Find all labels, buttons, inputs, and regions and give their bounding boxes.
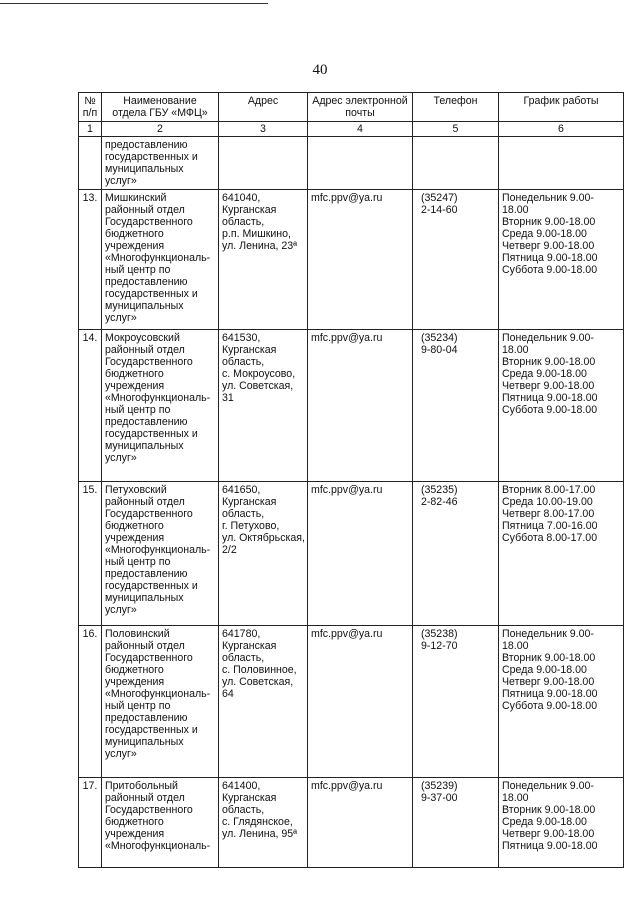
column-header	[219, 93, 308, 122]
name-line: ный центр по	[105, 264, 171, 276]
phone-line: (35238)	[421, 628, 458, 640]
schedule-line: Пятница 7.00-16.00	[502, 520, 598, 532]
name-line: бюджетного	[105, 520, 164, 532]
address-line: Курганская	[222, 496, 277, 508]
phone-line: (35234)	[421, 332, 458, 344]
address-cell	[219, 626, 308, 778]
schedule-line: Вторник 9.00-18.00	[502, 804, 596, 816]
name-line: бюджетного	[105, 816, 164, 828]
column-header	[102, 93, 219, 122]
column-number: 5	[413, 122, 499, 137]
schedule-line: 18.00	[502, 792, 529, 804]
name-line: предоставлению	[105, 712, 188, 724]
address-line: ул. Советская,	[222, 676, 294, 688]
schedule-line: Пятница 9.00-18.00	[502, 688, 598, 700]
name-line: предоставлению	[105, 416, 188, 428]
column-number: 3	[219, 122, 308, 137]
row-number: 14.	[79, 330, 102, 482]
schedule-line: Вторник 9.00-18.00	[502, 216, 596, 228]
name-line: Мишкинский	[105, 192, 167, 204]
name-line: государственных и	[105, 288, 198, 300]
empty-cell	[413, 137, 499, 190]
mfc-offices-table	[78, 92, 623, 868]
schedule-line: Суббота 9.00-18.00	[502, 404, 598, 416]
name-line: государственных и	[105, 724, 198, 736]
phone-line: (35235)	[421, 484, 458, 496]
name-line: предоставлению	[105, 139, 188, 151]
schedule-line: Среда 9.00-18.00	[502, 816, 587, 828]
schedule-line: Понедельник 9.00-	[502, 332, 594, 344]
phone-cell	[413, 190, 499, 330]
name-line: бюджетного	[105, 368, 164, 380]
schedule-cell	[499, 482, 624, 626]
column-number: 2	[102, 122, 219, 137]
table-row	[79, 626, 624, 778]
table-body	[79, 137, 624, 868]
name-line: государственных и	[105, 580, 198, 592]
name-line: предоставлению	[105, 276, 188, 288]
address-line: р.п. Мишкино,	[222, 228, 291, 240]
name-line: районный отдел	[105, 344, 185, 356]
schedule-line: 18.00	[502, 344, 529, 356]
name-line: муниципальных	[105, 592, 184, 604]
name-line: учреждения	[105, 380, 165, 392]
row-number: 16.	[79, 626, 102, 778]
address-line: 641040,	[222, 192, 261, 204]
schedule-line: 18.00	[502, 204, 529, 216]
phone-line: 9-37-00	[421, 792, 458, 804]
address-line: ул. Ленина, 23ª	[222, 240, 298, 252]
name-line: Государственного	[105, 508, 193, 520]
address-line: область,	[222, 356, 265, 368]
table-header	[79, 93, 624, 137]
name-line: услуг»	[105, 175, 137, 187]
office-name-cell	[102, 626, 219, 778]
column-header	[308, 93, 413, 122]
name-line: районный отдел	[105, 640, 185, 652]
address-line: 64	[222, 688, 234, 700]
continuation-row	[79, 137, 624, 190]
column-header-line: Наименование	[123, 95, 197, 107]
schedule-cell	[499, 626, 624, 778]
schedule-line: Среда 9.00-18.00	[502, 368, 587, 380]
address-line: с. Половинное,	[222, 664, 297, 676]
address-line: ул. Советская,	[222, 380, 294, 392]
column-header-line: Адрес электронной	[312, 95, 408, 107]
address-line: 31	[222, 392, 234, 404]
column-header	[499, 93, 624, 122]
name-line: Государственного	[105, 216, 193, 228]
schedule-line: Среда 9.00-18.00	[502, 664, 587, 676]
office-name-cell	[102, 190, 219, 330]
address-line: г. Петухово,	[222, 520, 280, 532]
table-row	[79, 482, 624, 626]
schedule-line: Суббота 9.00-18.00	[502, 264, 598, 276]
name-line: «Многофункциональ-	[105, 544, 211, 556]
header-row	[79, 93, 624, 122]
name-line: «Многофункциональ-	[105, 392, 211, 404]
column-header	[413, 93, 499, 122]
schedule-line: Четверг 8.00-17.00	[502, 508, 595, 520]
address-line: Курганская	[222, 344, 277, 356]
address-cell	[219, 330, 308, 482]
phone-cell	[413, 482, 499, 626]
empty-cell	[219, 137, 308, 190]
name-line: районный отдел	[105, 792, 185, 804]
phone-line: (35247)	[421, 192, 458, 204]
email-cell: mfc.ppv@ya.ru	[308, 778, 413, 868]
address-line: 2/2	[222, 544, 237, 556]
name-line: Мокроусовский	[105, 332, 180, 344]
schedule-cell	[499, 778, 624, 868]
schedule-line: Пятница 9.00-18.00	[502, 840, 598, 852]
address-line: Курганская	[222, 640, 277, 652]
schedule-line: Четверг 9.00-18.00	[502, 828, 595, 840]
phone-cell	[413, 330, 499, 482]
continuation-name-cell	[102, 137, 219, 190]
schedule-line: Среда 9.00-18.00	[502, 228, 587, 240]
schedule-line: Суббота 8.00-17.00	[502, 532, 598, 544]
address-line: область,	[222, 652, 265, 664]
table-row	[79, 330, 624, 482]
column-number: 4	[308, 122, 413, 137]
schedule-line: Понедельник 9.00-	[502, 628, 594, 640]
name-line: услуг»	[105, 312, 137, 324]
name-line: районный отдел	[105, 496, 185, 508]
column-header	[79, 93, 102, 122]
email-cell: mfc.ppv@ya.ru	[308, 330, 413, 482]
empty-cell	[499, 137, 624, 190]
schedule-line: 18.00	[502, 640, 529, 652]
address-line: с. Мокроусово,	[222, 368, 296, 380]
name-line: учреждения	[105, 828, 165, 840]
address-cell	[219, 190, 308, 330]
address-line: 641650,	[222, 484, 261, 496]
column-number: 6	[499, 122, 624, 137]
name-line: ный центр по	[105, 404, 171, 416]
name-line: «Многофункциональ-	[105, 840, 211, 852]
name-line: Половинский	[105, 628, 170, 640]
name-line: муниципальных	[105, 300, 184, 312]
column-header-line: почты	[345, 107, 375, 119]
name-line: Государственного	[105, 356, 193, 368]
column-header-line: Адрес	[247, 95, 279, 107]
phone-line: 9-12-70	[421, 640, 458, 652]
email-cell: mfc.ppv@ya.ru	[308, 482, 413, 626]
address-line: ул. Ленина, 95ª	[222, 828, 298, 840]
name-line: Притобольный	[105, 780, 178, 792]
name-line: муниципальных	[105, 440, 184, 452]
row-number: 13.	[79, 190, 102, 330]
phone-line: 2-82-46	[421, 496, 458, 508]
phone-cell	[413, 626, 499, 778]
table-row	[79, 778, 624, 868]
office-name-cell	[102, 778, 219, 868]
address-line: Курганская	[222, 204, 277, 216]
name-line: услуг»	[105, 748, 137, 760]
schedule-cell	[499, 330, 624, 482]
name-line: районный отдел	[105, 204, 185, 216]
name-line: предоставлению	[105, 568, 188, 580]
name-line: государственных и	[105, 151, 198, 163]
schedule-line: Вторник 9.00-18.00	[502, 356, 596, 368]
name-line: ный центр по	[105, 700, 171, 712]
column-header-line: №	[84, 95, 96, 107]
schedule-line: Четверг 9.00-18.00	[502, 240, 595, 252]
name-line: Государственного	[105, 652, 193, 664]
address-line: с. Глядянское,	[222, 816, 293, 828]
address-line: 641400,	[222, 780, 261, 792]
name-line: бюджетного	[105, 228, 164, 240]
name-line: «Многофункциональ-	[105, 252, 211, 264]
email-cell: mfc.ppv@ya.ru	[308, 190, 413, 330]
column-header-line: отдела ГБУ «МФЦ»	[112, 107, 208, 119]
office-name-cell	[102, 330, 219, 482]
name-line: муниципальных	[105, 163, 184, 175]
column-header-line: График работы	[523, 95, 599, 107]
header-rule	[0, 3, 268, 4]
schedule-line: Понедельник 9.00-	[502, 780, 594, 792]
schedule-line: Четверг 9.00-18.00	[502, 380, 595, 392]
schedule-line: Понедельник 9.00-	[502, 192, 594, 204]
name-line: учреждения	[105, 240, 165, 252]
column-number: 1	[79, 122, 102, 137]
column-number-row	[79, 122, 624, 137]
phone-line: 9-80-04	[421, 344, 458, 356]
table-row	[79, 190, 624, 330]
phone-line: 2-14-60	[421, 204, 458, 216]
address-line: область,	[222, 216, 265, 228]
office-name-cell	[102, 482, 219, 626]
address-line: область,	[222, 508, 265, 520]
address-cell	[219, 778, 308, 868]
page-number: 40	[312, 62, 328, 78]
address-line: 641780,	[222, 628, 261, 640]
address-line: область,	[222, 804, 265, 816]
address-cell	[219, 482, 308, 626]
name-line: ный центр по	[105, 556, 171, 568]
address-line: 641530,	[222, 332, 261, 344]
name-line: «Многофункциональ-	[105, 688, 211, 700]
phone-cell	[413, 778, 499, 868]
name-line: муниципальных	[105, 736, 184, 748]
schedule-line: Среда 10.00-19.00	[502, 496, 593, 508]
schedule-line: Суббота 9.00-18.00	[502, 700, 598, 712]
name-line: учреждения	[105, 532, 165, 544]
schedule-line: Пятница 9.00-18.00	[502, 252, 598, 264]
schedule-line: Вторник 9.00-18.00	[502, 652, 596, 664]
column-header-line: п/п	[82, 107, 98, 119]
empty-cell	[79, 137, 102, 190]
column-header-line: Телефон	[433, 95, 478, 107]
name-line: государственных и	[105, 428, 198, 440]
name-line: Государственного	[105, 804, 193, 816]
phone-line: (35239)	[421, 780, 458, 792]
name-line: услуг»	[105, 452, 137, 464]
schedule-line: Вторник 8.00-17.00	[502, 484, 596, 496]
address-line: ул. Октябрьская,	[222, 532, 305, 544]
empty-cell	[308, 137, 413, 190]
email-cell: mfc.ppv@ya.ru	[308, 626, 413, 778]
schedule-cell	[499, 190, 624, 330]
name-line: Петуховский	[105, 484, 167, 496]
row-number: 15.	[79, 482, 102, 626]
row-number: 17.	[79, 778, 102, 868]
name-line: бюджетного	[105, 664, 164, 676]
name-line: учреждения	[105, 676, 165, 688]
schedule-line: Пятница 9.00-18.00	[502, 392, 598, 404]
schedule-line: Четверг 9.00-18.00	[502, 676, 595, 688]
address-line: Курганская	[222, 792, 277, 804]
name-line: услуг»	[105, 604, 137, 616]
